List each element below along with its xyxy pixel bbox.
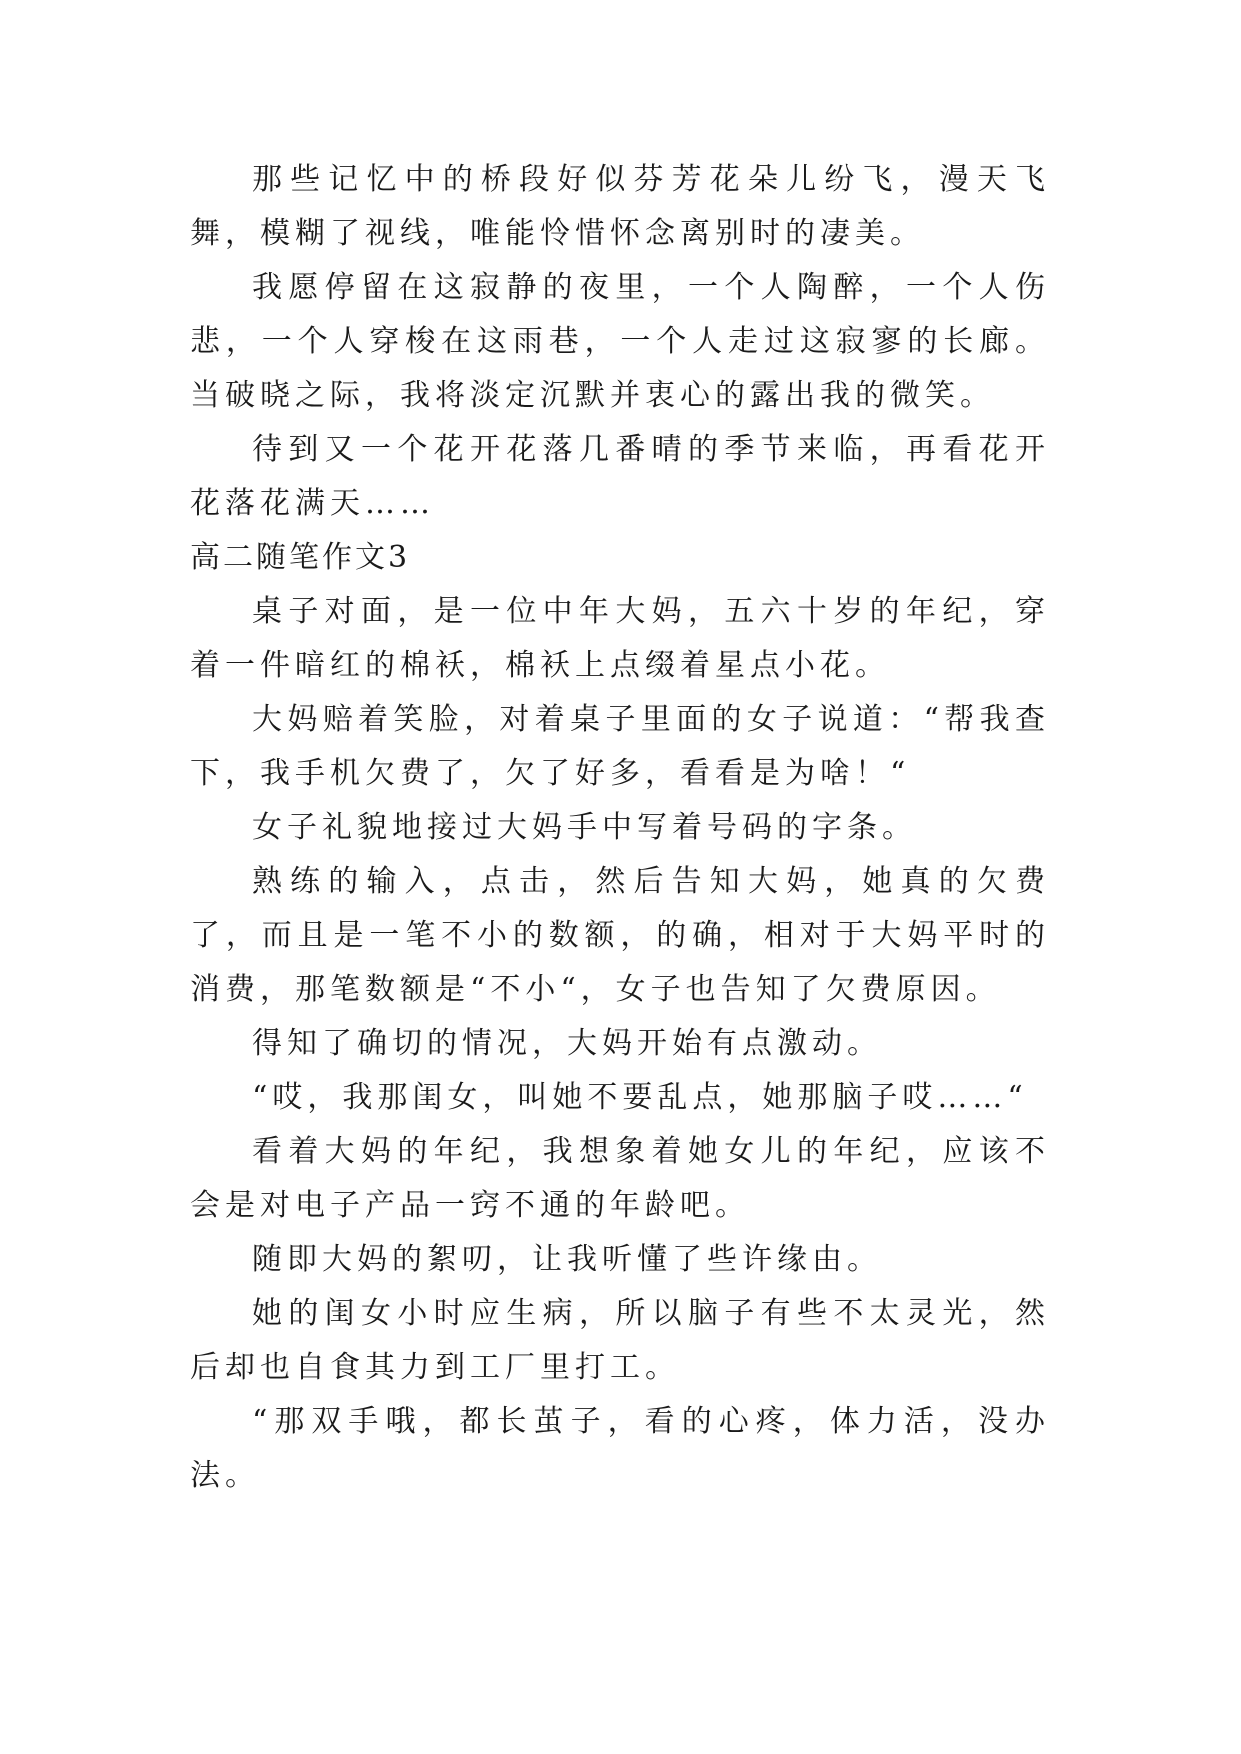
paragraph: 大妈赔着笑脸，对着桌子里面的女子说道：“帮我查下，我手机欠费了，欠了好多，看看是为啥！“: [190, 702, 1050, 791]
paragraph: 随即大妈的絮叨，让我听懂了些许缘由。: [252, 1242, 882, 1277]
paragraph: 桌子对面，是一位中年大妈，五六十岁的年纪，穿着一件暗红的棉袄，棉袄上点缀着星点小花。: [190, 594, 1050, 683]
paragraph: “哎，我那闺女，叫她不要乱点，她那脑子哎……“: [252, 1080, 1028, 1115]
paragraph: 女子礼貌地接过大妈手中写着号码的字条。: [252, 810, 917, 845]
paragraph: 熟练的输入，点击，然后告知大妈，她真的欠费了，而且是一笔不小的数额，的确，相对于大妈平时的消费，那笔数额是“不小“，女子也告知了欠费原因。: [190, 864, 1050, 1007]
paragraph: 得知了确切的情况，大妈开始有点激动。: [252, 1026, 882, 1061]
section-heading: 高二随笔作文3: [190, 540, 411, 575]
paragraph: 我愿停留在这寂静的夜里，一个人陶醉，一个人伤悲，一个人穿梭在这雨巷，一个人走过这寂寥的长廊。当破晓之际，我将淡定沉默并衷心的露出我的微笑。: [190, 270, 1050, 413]
paragraph: “那双手哦，都长茧子，看的心疼，体力活，没办法。: [190, 1404, 1050, 1493]
paragraph: 待到又一个花开花落几番晴的季节来临，再看花开花落花满天……: [190, 432, 1050, 521]
paragraph: 她的闺女小时应生病，所以脑子有些不太灵光，然后却也自食其力到工厂里打工。: [190, 1296, 1050, 1385]
paragraph: 那些记忆中的桥段好似芬芳花朵儿纷飞，漫天飞舞，模糊了视线，唯能怜惜怀念离别时的凄美。: [190, 162, 1050, 251]
document-body: [190, 153, 1050, 1503]
paragraph: 看着大妈的年纪，我想象着她女儿的年纪，应该不会是对电子产品一窍不通的年龄吧。: [190, 1134, 1050, 1223]
